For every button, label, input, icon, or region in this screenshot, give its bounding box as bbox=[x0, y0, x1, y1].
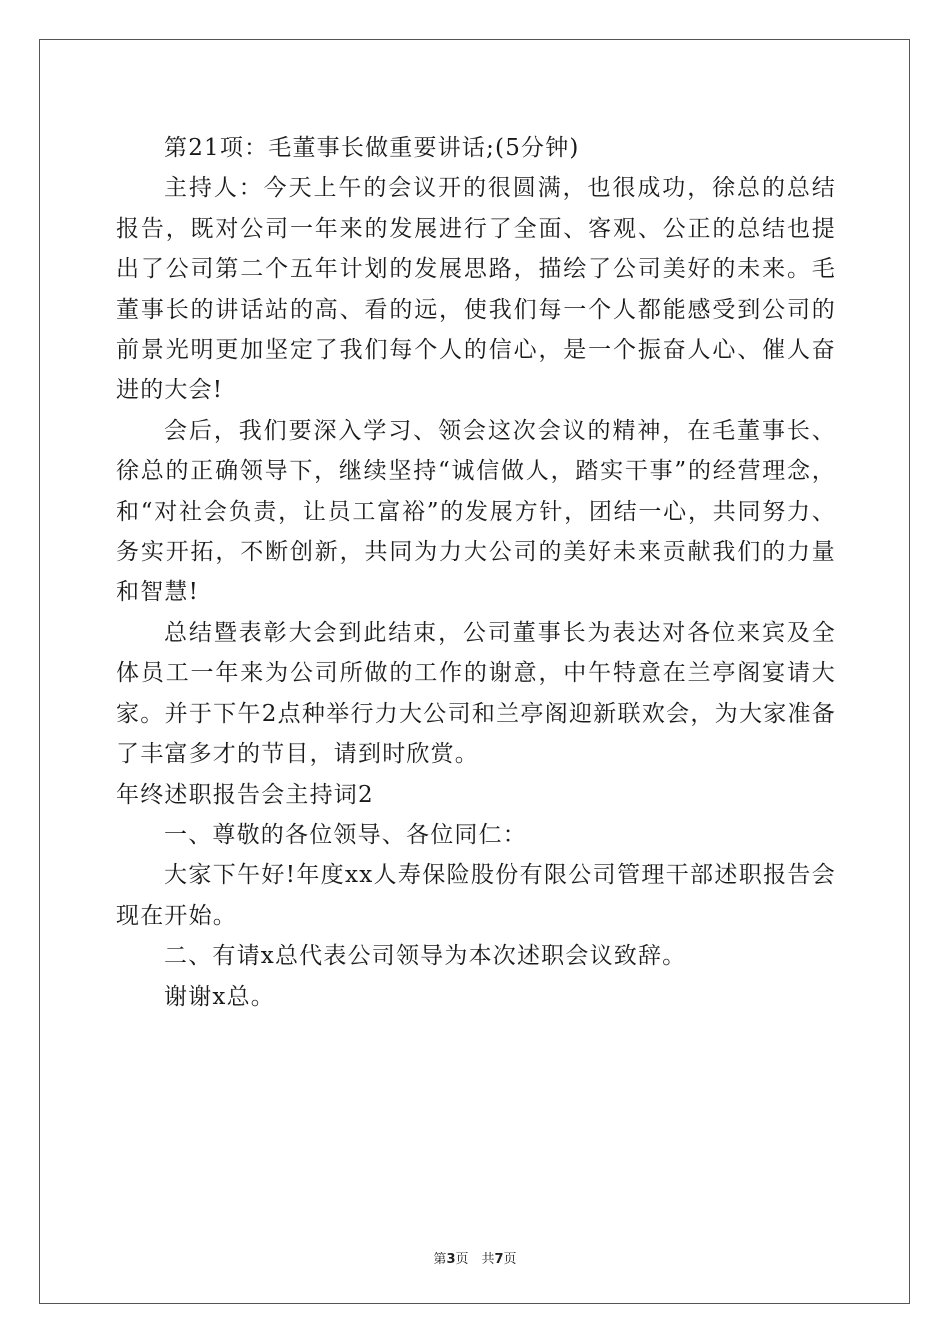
paragraph-invitation: 二、有请x总代表公司领导为本次述职会议致辞。 bbox=[164, 943, 687, 970]
footer-prefix: 第 bbox=[433, 1252, 447, 1267]
page-footer bbox=[0, 1248, 950, 1267]
section-heading: 年终述职报告会主持词2 bbox=[116, 781, 374, 808]
footer-mid: 页 共 bbox=[455, 1252, 495, 1267]
footer-suffix: 页 bbox=[503, 1252, 517, 1267]
footer-total-pages: 7 bbox=[494, 1252, 504, 1267]
paragraph-thanks: 谢谢x总。 bbox=[164, 983, 275, 1010]
paragraph-after-meeting: 会后，我们要深入学习、领会这次会议的精神，在毛董事长、徐总的正确领导下，继续坚持“诚信做人，踏实干事”的经营理念，和“对社会负责，让员工富裕”的发展方针，团结一心，共同努力、务实开拓，不断创新，共同为力大公司的美好未来贡献我们的力量和智慧! bbox=[116, 417, 836, 606]
document-body bbox=[116, 128, 836, 1017]
footer-current-page: 3 bbox=[446, 1252, 456, 1267]
paragraph-opening: 大家下午好!年度xx人寿保险股份有限公司管理干部述职报告会现在开始。 bbox=[116, 862, 836, 929]
paragraph-host-remarks: 主持人：今天上午的会议开的很圆满，也很成功，徐总的总结报告，既对公司一年来的发展进行了全面、客观、公正的总结也提出了公司第二个五年计划的发展思路，描绘了公司美好的未来。毛董事长的讲话站的高、看的远，使我们每一个人都能感受到公司的前景光明更加坚定了我们每个人的信心，是一个振奋人心、催人奋进的大会! bbox=[116, 175, 836, 404]
paragraph-item-21: 第21项：毛董事长做重要讲话;(5分钟) bbox=[164, 135, 580, 161]
paragraph-closing: 总结暨表彰大会到此结束，公司董事长为表达对各位来宾及全体员工一年来为公司所做的工作的谢意，中午特意在兰亭阁宴请大家。并于下午2点种举行力大公司和兰亭阁迎新联欢会，为大家准备了丰富多才的节目，请到时欣赏。 bbox=[116, 619, 836, 768]
paragraph-greeting: 一、尊敬的各位领导、各位同仁： bbox=[164, 821, 527, 848]
